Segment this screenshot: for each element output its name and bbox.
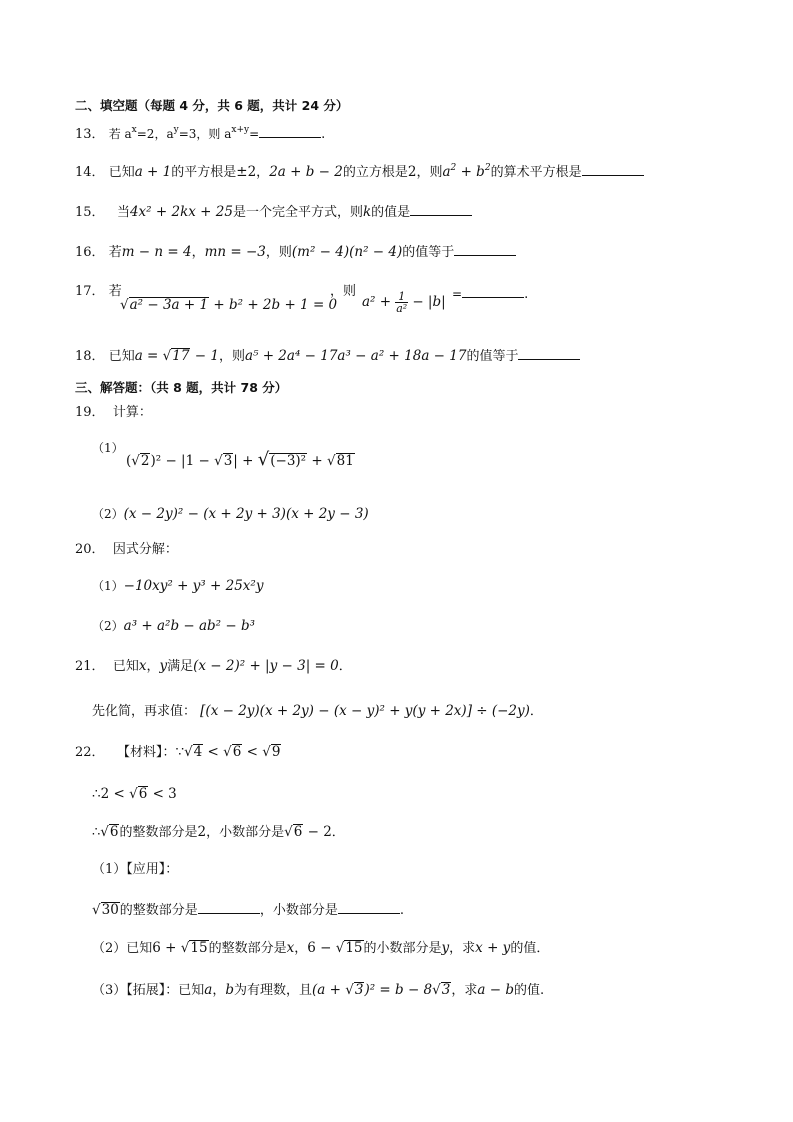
question-22: 22． 【材料】：∵√4 < √6 < √9 — [75, 744, 281, 760]
question-19: 19． 计算： — [75, 405, 152, 420]
question-number: 21． — [75, 659, 105, 674]
q22-parts: ∴√6的整数部分是2，小数部分是√6 − 2． — [92, 824, 345, 840]
question-number: 22． — [75, 745, 105, 760]
question-number: 15． — [75, 205, 105, 220]
q20-part-2: （2）a³ + a²b − ab² − b³ — [92, 618, 256, 634]
q21-simplify: 先化简，再求值： [(x − 2y)(x + 2y) − (x − y)² + y(y + 2x)] ÷ (−2y)． — [92, 703, 543, 719]
answer-blank[interactable] — [259, 124, 321, 138]
answer-blank[interactable] — [198, 900, 260, 914]
answer-blank[interactable] — [410, 202, 472, 216]
question-number: 17． — [75, 284, 105, 299]
q19-part-1-expr: (√2)² − |1 − √3| + √(−3)² + √81 — [126, 449, 354, 470]
question-15: 15． 当4x² + 2kx + 25是一个完全平方式，则k的值是 — [75, 202, 472, 221]
question-number: 14． — [75, 165, 105, 180]
question-number: 19． — [75, 405, 105, 420]
section-title-answers: 三、解答题：（共 8 题，共计 78 分） — [75, 380, 288, 395]
answer-blank[interactable] — [518, 346, 580, 360]
question-16: 16． 若m − n = 4，mn = −3，则(m² − 4)(n² − 4)的值等于 — [75, 242, 516, 261]
q22-part-2: （2）已知6 + √15的整数部分是x，6 − √15的小数部分是y，求x + y的值． — [92, 940, 550, 956]
q17-answer: = . — [452, 284, 528, 303]
q20-part-1: （1）−10xy² + y³ + 25x²y — [92, 578, 264, 594]
question-21: 21． 已知x，y满足(x − 2)² + |y − 3| = 0． — [75, 658, 352, 674]
q17-then: ，则 — [330, 284, 357, 299]
answer-blank[interactable] — [454, 242, 516, 256]
answer-blank[interactable] — [462, 284, 524, 298]
question-number: 13． — [75, 127, 105, 142]
q19-part-1: （1） — [92, 441, 124, 455]
question-14: 14． 已知a + 1的平方根是±2，2a + b − 2的立方根是2，则$a^2 + b^2$的算术平方根是 — [75, 162, 644, 181]
answer-blank[interactable] — [338, 900, 400, 914]
section-title-fill-blank: 二、填空题（每题 4 分，共 6 题，共计 24 分） — [75, 98, 349, 113]
question-13: 13． 若 $a^x=2$，$a^y=3$，则 $a^{x+y}=$ . — [75, 125, 326, 142]
q22-part-1: √30的整数部分是 ，小数部分是 . — [92, 902, 404, 918]
q17-expression: a² + $\frac{1}{\text{a²}}$ − |b| — [362, 290, 446, 315]
question-number: 20． — [75, 542, 105, 557]
question-20: 20． 因式分解： — [75, 542, 178, 557]
q22-part-1-label: （1）【应用】： — [92, 862, 179, 877]
q19-part-2: （2）(x − 2y)² − (x + 2y + 3)(x + 2y − 3) — [92, 506, 369, 522]
q22-part-3: （3）【拓展】：已知a，b为有理数，且(a + √3)² = b − 8√3，求a − b的值. — [92, 982, 545, 998]
question-number: 16． — [75, 245, 105, 260]
q22-inequality: ∴2 < √6 < 3 — [92, 786, 177, 802]
question-17: 17． 若 — [75, 284, 122, 299]
answer-blank[interactable] — [582, 162, 644, 176]
q13-text: 若 $a^x=2$，$a^y=3$，则 $a^{x+y}=$ — [108, 125, 260, 141]
question-18: 18． 已知a = √17 − 1，则a⁵ + 2a⁴ − 17a³ − a² + 18a − 17的值等于 — [75, 346, 580, 365]
question-number: 18． — [75, 349, 105, 364]
q17-condition: √a² − 3a + 1 + b² + 2b + 1 = 0 — [120, 297, 338, 313]
